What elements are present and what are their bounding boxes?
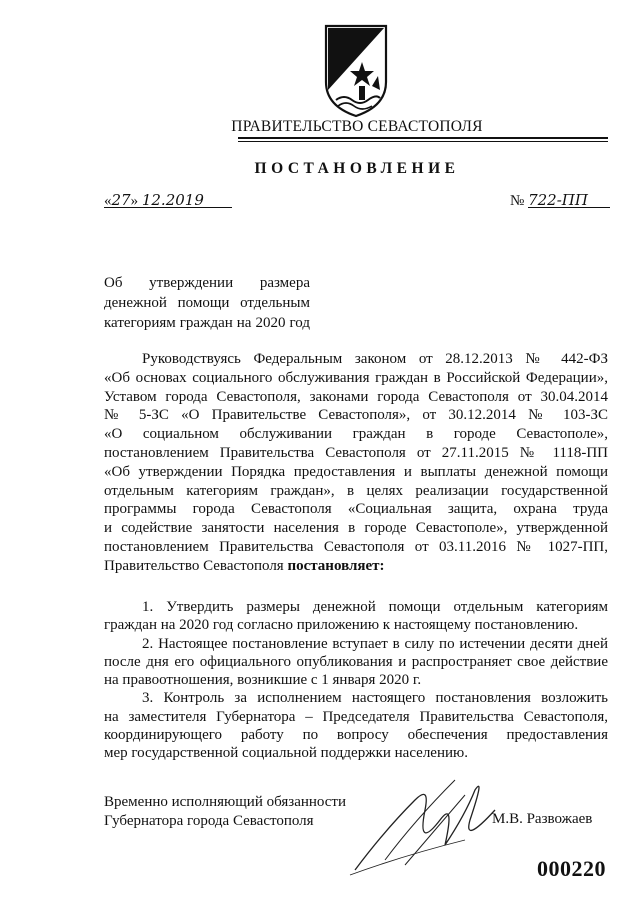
preamble-line: отдельным категориям граждан», в целях реализации государственной	[104, 482, 608, 499]
subject-line: денежной помощи отдельным	[104, 295, 310, 311]
position-line: Губернатора города Севастополя	[104, 813, 314, 829]
preamble-government: Правительство Севастополя	[104, 557, 288, 574]
signatory-name: М.В. Развожаев	[492, 811, 593, 827]
item-line: 1. Утвердить размеры денежной помощи отдельным категориям	[142, 599, 608, 615]
header-rule-thin	[238, 141, 608, 142]
coat-of-arms-emblem	[316, 20, 394, 120]
preamble-closing-line	[104, 557, 608, 576]
handwritten-signature	[345, 760, 515, 880]
item-line: после дня его официального опубликования и распространяет свое действие	[104, 653, 608, 670]
number-underline	[528, 207, 610, 208]
signatory-position	[104, 793, 346, 831]
preamble-line: и содействие занятости населения в городе Севастополе», утвержденной	[104, 520, 608, 537]
decree-items	[104, 598, 608, 763]
preamble-line: постановлением Правительства Севастополя от 27.11.2015 № 1118-ПП	[104, 444, 608, 461]
date-quote-open: «	[104, 193, 112, 209]
date-underline	[104, 207, 232, 208]
document-type: ПОСТАНОВЛЕНИЕ	[254, 160, 460, 177]
subject-line: категориям граждан на 2020 год	[104, 315, 310, 331]
subject-line: Об утверждении размера	[104, 275, 310, 291]
number-sign: №	[510, 193, 529, 209]
preamble-paragraph	[104, 350, 608, 576]
item-line: координирующего работу по вопросу обеспечения предоставления	[104, 727, 608, 744]
item-line: на правоотношения, возникшие с 1 января 2020 г.	[104, 672, 422, 689]
preamble-decree-word: постановляет:	[287, 557, 385, 574]
header-rule-thick	[238, 137, 608, 139]
date-quote-close: »	[130, 193, 142, 209]
item-line: граждан на 2020 год согласно приложению к настоящему постановлению.	[104, 617, 579, 634]
position-line: Временно исполняющий обязанности	[104, 794, 347, 810]
preamble-line: программы города Севастополя «Социальная защита, охрана труда	[104, 501, 608, 518]
number-value: 722-ПП	[528, 191, 588, 209]
serial-number: 000220	[537, 856, 606, 881]
date-month-year: 12.2019	[141, 191, 204, 209]
government-title: ПРАВИТЕЛЬСТВО СЕВАСТОПОЛЯ	[231, 118, 483, 135]
preamble-line: «Об основах социального обслуживания граждан в Российской Федерации»,	[104, 369, 608, 386]
preamble-line: «Об утверждении Порядка предоставления и выплаты денежной помощи	[104, 463, 608, 480]
preamble-line: Руководствуясь Федеральным законом от 28.12.2013 № 442-ФЗ	[142, 351, 608, 367]
item-line: 3. Контроль за исполнением настоящего постановления возложить	[142, 690, 608, 707]
preamble-line: № 5-ЗС «О Правительстве Севастополя», от 30.12.2014 № 103-ЗС	[104, 407, 608, 424]
preamble-line: «О социальном обслуживании граждан в городе Севастополе»,	[104, 426, 608, 443]
item-line: на заместителя Губернатора – Председателя Правительства Севастополя,	[104, 708, 608, 725]
preamble-line: Уставом города Севастополя, законами города Севастополя от 30.04.2014	[104, 388, 608, 405]
document-subject	[104, 273, 310, 333]
item-line: 2. Настоящее постановление вступает в силу по истечении десяти дней	[142, 635, 608, 652]
preamble-line: постановлением Правительства Севастополя от 03.11.2016 № 1027-ПП,	[104, 538, 608, 555]
date-day: 27	[111, 191, 131, 209]
item-line: мер государственной социальной поддержки населению.	[104, 745, 468, 762]
